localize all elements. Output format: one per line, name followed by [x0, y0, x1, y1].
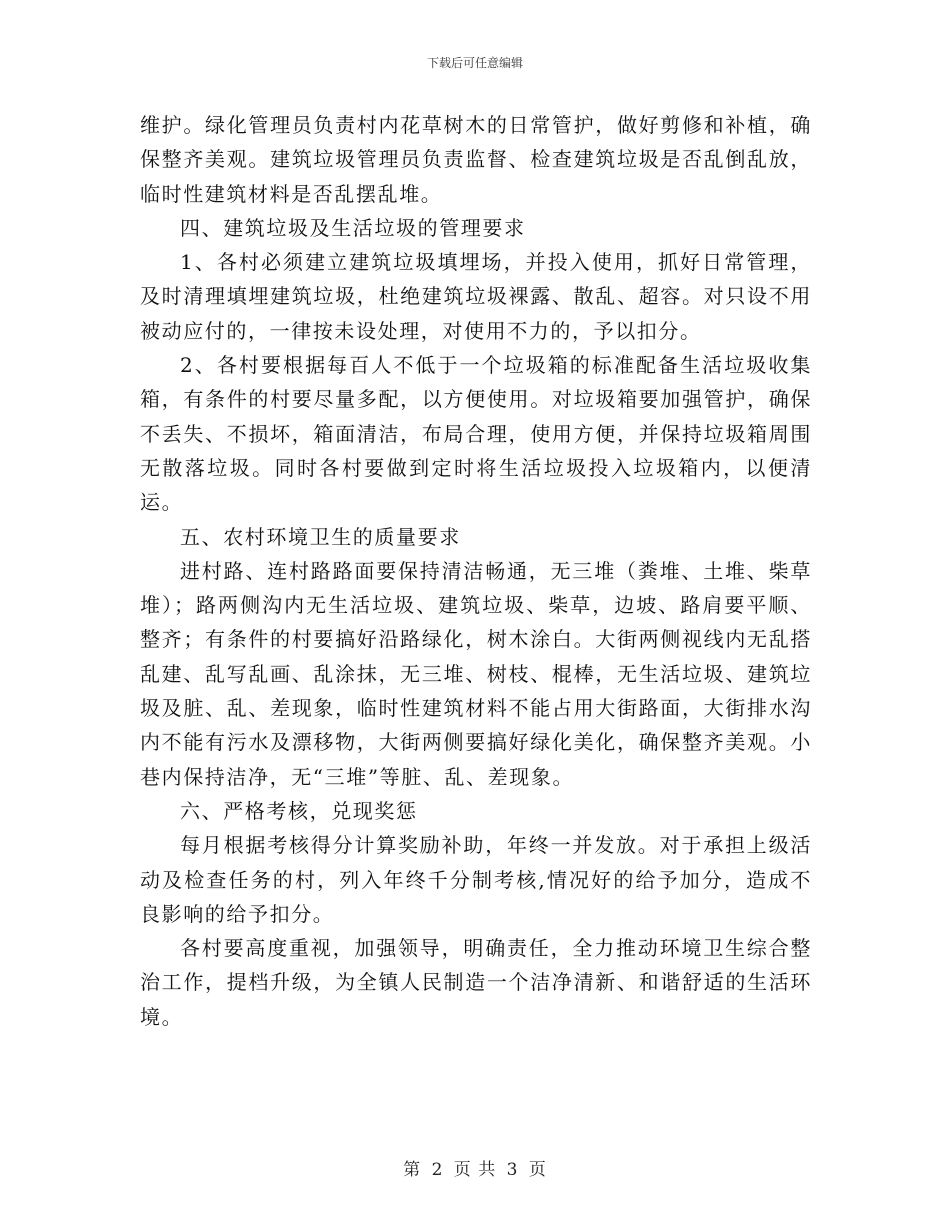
paragraph: 每月根据考核得分计算奖励补助，年终一并发放。对于承担上级活动及检查任务的村，列入年终千分制考核,情况好的给予加分，造成不良影响的给予扣分。 — [140, 833, 812, 926]
total-pages: 3 — [506, 1160, 519, 1180]
footer-middle: 页 共 — [453, 1160, 497, 1180]
page-header: 下载后可任意编辑 — [426, 56, 523, 70]
current-page-number: 2 — [431, 1160, 444, 1180]
section-heading: 四、建筑垃圾及生活垃圾的管理要求 — [180, 215, 526, 240]
page-footer — [0, 1155, 950, 1180]
paragraph: 各村要高度重视，加强领导，明确责任，全力推动环境卫生综合整治工作，提档升级，为全镇人民制造一个洁净清新、和谐舒适的生活环境。 — [140, 936, 812, 1029]
paragraph: 2、各村要根据每百人不低于一个垃圾箱的标准配备生活垃圾收集箱，有条件的村要尽量多配，以方便使用。对垃圾箱要加强管护，确保不丢失、不损坏，箱面清洁，布局合理，使用方便，并保持垃圾箱周围无散落垃圾。同时各村要做到定时将生活垃圾投入垃圾箱内，以便清运。 — [140, 353, 812, 515]
section-heading: 五、农村环境卫生的质量要求 — [180, 524, 461, 549]
paragraph: 进村路、连村路路面要保持清洁畅通，无三堆（粪堆、土堆、柴草堆）；路两侧沟内无生活垃圾、建筑垃圾、柴草，边坡、路肩要平顺、整齐；有条件的村要搞好沿路绿化，树木涂白。大街两侧视线内无乱搭乱建、乱写乱画、乱涂抹，无三堆、树枝、棍棒，无生活垃圾、建筑垃圾及脏、乱、差现象，临时性建筑材料不能占用大街路面，大街排水沟内不能有污水及漂移物，大街两侧要搞好绿化美化，确保整齐美观。小巷内保持洁净，无“三堆”等脏、乱、差现象。 — [140, 558, 812, 789]
paragraph: 维护。绿化管理员负责村内花草树木的日常管护，做好剪修和补植，确保整齐美观。建筑垃圾管理员负责监督、检查建筑垃圾是否乱倒乱放，临时性建筑材料是否乱摆乱堆。 — [140, 113, 812, 206]
footer-suffix: 页 — [528, 1160, 547, 1180]
paragraph: 1、各村必须建立建筑垃圾填埋场，并投入使用，抓好日常管理，及时清理填埋建筑垃圾，杜绝建筑垃圾裸露、散乱、超容。对只设不用被动应付的，一律按未设处理，对使用不力的，予以扣分。 — [140, 250, 812, 343]
document-body — [140, 108, 812, 1034]
footer-prefix: 第 — [403, 1160, 422, 1180]
section-heading: 六、严格考核，兑现奖惩 — [180, 798, 418, 823]
